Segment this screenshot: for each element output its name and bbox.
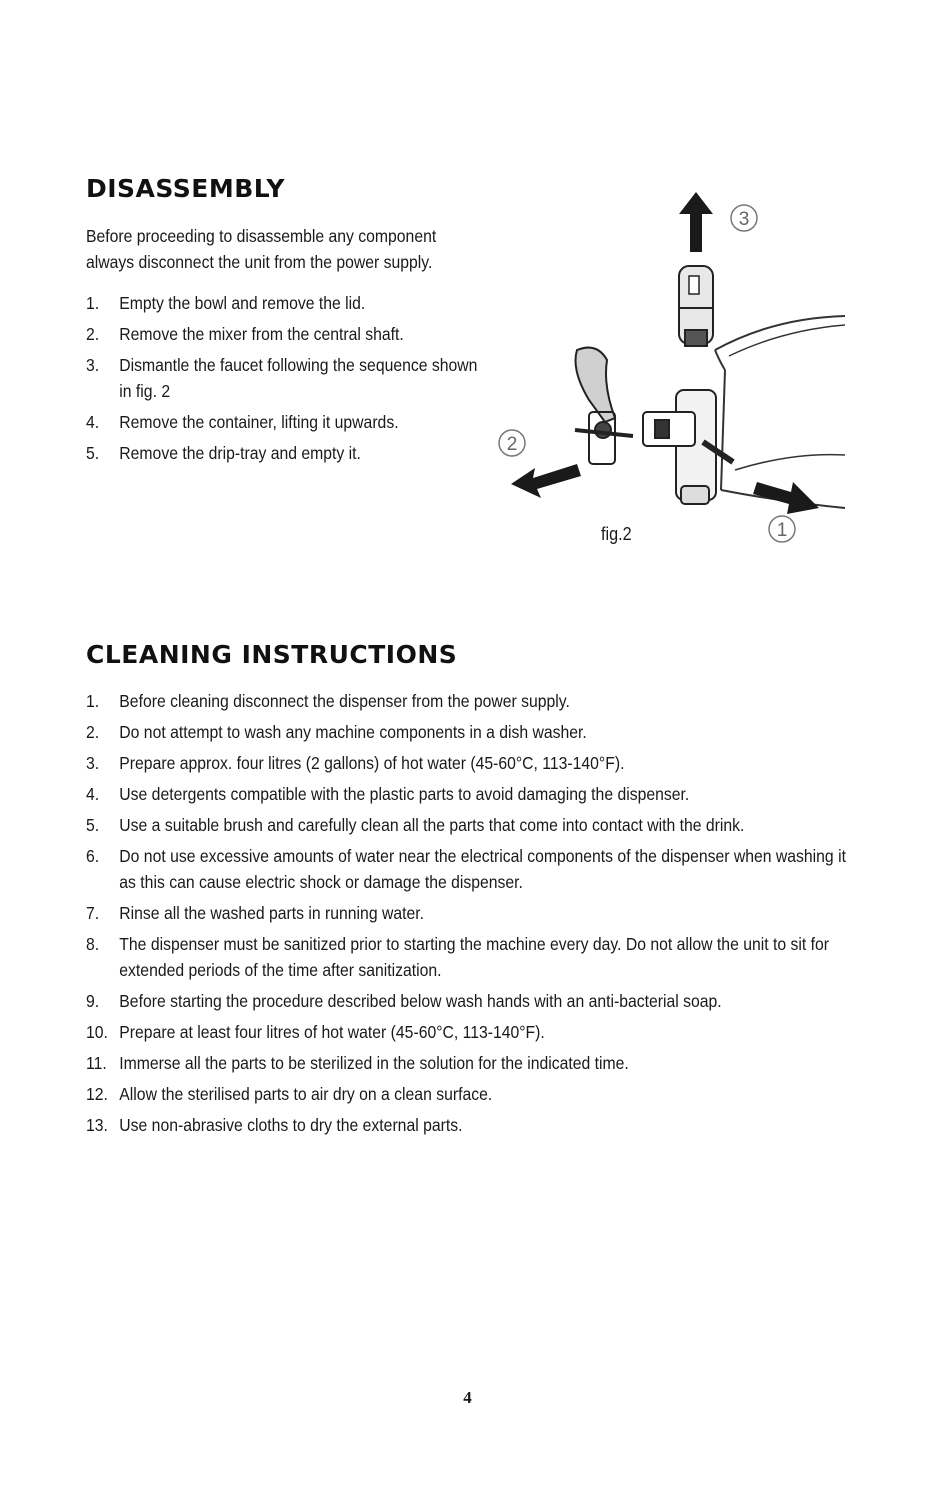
list-item xyxy=(86,900,847,926)
step-text: Empty the bowl and remove the lid. xyxy=(119,293,366,313)
step-number: 3. xyxy=(86,355,100,375)
step-number: 5. xyxy=(86,815,100,835)
page-number: 4 xyxy=(463,1388,472,1407)
step-text: Do not use excessive amounts of water near the electrical components of the dispenser when washing it as this can cause electric shock or damage the dispenser. xyxy=(119,846,846,892)
step-text: Dismantle the faucet following the sequence shown in fig. 2 xyxy=(119,355,478,401)
faucet-body-drawing xyxy=(643,390,733,504)
figure-caption: fig.2 xyxy=(601,524,632,544)
step-number: 10. xyxy=(86,1022,108,1042)
step-text: Remove the drip-tray and empty it. xyxy=(119,443,361,463)
step-number: 11. xyxy=(86,1053,107,1073)
step-number: 2. xyxy=(86,324,100,344)
step-text: Do not attempt to wash any machine components in a dish washer. xyxy=(119,722,587,742)
list-item xyxy=(86,1019,847,1045)
list-item xyxy=(86,352,482,404)
step-number: 6. xyxy=(86,846,100,866)
step-number: 3. xyxy=(86,753,100,773)
list-item xyxy=(86,843,847,895)
step-text: Allow the sterilised parts to air dry on a clean surface. xyxy=(119,1084,493,1104)
list-item xyxy=(86,812,847,838)
list-item xyxy=(86,409,482,435)
callout-2-label: 2 xyxy=(506,434,518,455)
list-item xyxy=(86,781,847,807)
step-number: 7. xyxy=(86,903,100,923)
list-item xyxy=(86,440,482,466)
faucet-lever-drawing xyxy=(575,348,633,464)
step-text: Before cleaning disconnect the dispenser from the power supply. xyxy=(119,691,570,711)
step-number: 13. xyxy=(86,1115,108,1135)
step-number: 5. xyxy=(86,443,100,463)
callout-1-label: 1 xyxy=(776,520,788,541)
cleaning-steps xyxy=(86,688,847,1143)
step-number: 4. xyxy=(86,412,100,432)
list-item xyxy=(86,1050,847,1076)
step-number: 2. xyxy=(86,722,100,742)
callout-2-icon xyxy=(499,430,525,456)
list-item xyxy=(86,931,847,983)
list-item xyxy=(86,750,847,776)
step-text: The dispenser must be sanitized prior to starting the machine every day. Do not allow the unit to sit for extended periods of the time after sanitization. xyxy=(119,934,829,980)
list-item xyxy=(86,988,847,1014)
step-text: Rinse all the washed parts in running water. xyxy=(119,903,424,923)
step-number: 1. xyxy=(86,691,100,711)
step-text: Remove the container, lifting it upwards. xyxy=(119,412,399,432)
step-text: Immerse all the parts to be sterilized in the solution for the indicated time. xyxy=(119,1053,629,1073)
arrow-left-icon xyxy=(511,464,581,498)
callout-3-label: 3 xyxy=(738,209,750,230)
step-number: 4. xyxy=(86,784,100,804)
list-item xyxy=(86,290,482,316)
section-title-disassembly: DISASSEMBLY xyxy=(86,174,285,203)
step-number: 9. xyxy=(86,991,100,1011)
step-text: Use detergents compatible with the plastic parts to avoid damaging the dispenser. xyxy=(119,784,690,804)
step-number: 8. xyxy=(86,934,100,954)
callout-3-icon xyxy=(731,205,757,231)
container-drawing xyxy=(715,316,845,508)
disassembly-intro: Before proceeding to disassemble any component always disconnect the unit from the power supply. xyxy=(86,226,437,272)
step-number: 1. xyxy=(86,293,100,313)
step-text: Remove the mixer from the central shaft. xyxy=(119,324,404,344)
section-title-cleaning: CLEANING INSTRUCTIONS xyxy=(86,640,458,669)
list-item xyxy=(86,1081,847,1107)
step-text: Prepare approx. four litres (2 gallons) of hot water (45-60°C, 113-140°F). xyxy=(119,753,625,773)
step-text: Prepare at least four litres of hot water (45-60°C, 113-140°F). xyxy=(119,1022,545,1042)
step-text: Use non-abrasive cloths to dry the external parts. xyxy=(119,1115,463,1135)
step-text: Use a suitable brush and carefully clean all the parts that come into contact with the drink. xyxy=(119,815,745,835)
list-item xyxy=(86,321,482,347)
faucet-disassembly-illustration xyxy=(493,190,845,550)
list-item xyxy=(86,688,847,714)
disassembly-steps xyxy=(86,290,482,471)
list-item xyxy=(86,1112,847,1138)
step-number: 12. xyxy=(86,1084,108,1104)
arrow-up-icon xyxy=(679,192,713,252)
list-item xyxy=(86,719,847,745)
callout-1-icon xyxy=(769,516,795,542)
step-text: Before starting the procedure described below wash hands with an anti-bacterial soap. xyxy=(119,991,722,1011)
faucet-cap-drawing xyxy=(679,266,713,346)
